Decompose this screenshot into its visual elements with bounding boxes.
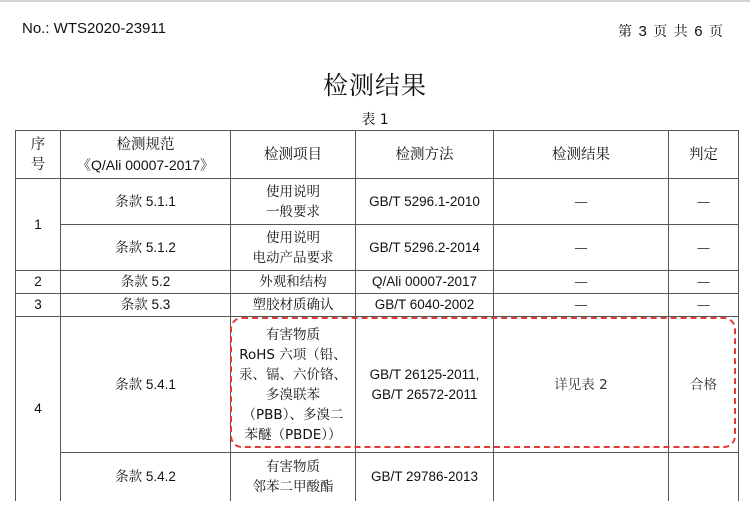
page-mid: 页 共 [653,24,689,40]
table-header-row [16,131,739,179]
cell-item: 塑胶材质确认 [231,294,356,317]
cell-seq: 2 [16,271,61,294]
table-row [16,271,739,294]
cell-item: 外观和结构 [231,271,356,294]
page-prefix: 第 [618,24,634,40]
top-divider [0,0,750,2]
cell-seq: 4 [16,317,61,501]
cell-judgment: — [669,179,739,225]
cell-result: — [494,179,669,225]
col-header-result: 检测结果 [494,131,669,179]
page-current: 3 [638,23,648,40]
cell-result: 详见表 2 [494,317,669,453]
page-title: 检测结果 [322,71,427,100]
cell-seq: 3 [16,294,61,317]
cell-method: GB/T 5296.1-2010 [356,179,494,225]
page-total: 6 [694,23,704,40]
table-caption: 表 1 [361,112,389,128]
cell-result: — [494,271,669,294]
cell-method: GB/T 26125-2011, GB/T 26572-2011 [356,317,494,453]
col-header-item: 检测项目 [231,131,356,179]
table-row [16,179,739,225]
cell-judgment: — [669,225,739,271]
page-indicator [618,21,724,41]
table-row [16,453,739,501]
cell-method: GB/T 6040-2002 [356,294,494,317]
cell-method: GB/T 5296.2-2014 [356,225,494,271]
cell-item: 有害物质 RoHS 六项（铅、 汞、镉、六价铬、 多溴联苯 （PBB）、多溴二 苯醚（PBDE）） [231,317,356,453]
table-row [16,317,739,453]
cell-seq: 1 [16,179,61,271]
cell-method: Q/Ali 00007-2017 [356,271,494,294]
cell-judgment: 合格 [669,317,739,453]
cell-result: — [494,294,669,317]
col-header-method: 检测方法 [356,131,494,179]
cell-clause: 条款 5.1.1 [61,179,231,225]
cell-judgment [669,453,739,501]
cell-judgment: — [669,271,739,294]
cell-item: 使用说明 一般要求 [231,179,356,225]
results-table [15,130,739,501]
cell-method: GB/T 29786-2013 [356,453,494,501]
cell-clause: 条款 5.4.1 [61,317,231,453]
cell-clause: 条款 5.3 [61,294,231,317]
cell-result: — [494,225,669,271]
col-header-seq: 序 号 [16,131,61,179]
col-header-spec: 检测规范 《Q/Ali 00007-2017》 [61,131,231,179]
cell-judgment: — [669,294,739,317]
cell-item: 使用说明 电动产品要求 [231,225,356,271]
report-number: No.: WTS2020-23911 [22,20,166,37]
page-suffix: 页 [709,24,724,40]
col-header-judgment: 判定 [669,131,739,179]
cell-result [494,453,669,501]
cell-clause: 条款 5.4.2 [61,453,231,501]
cell-clause: 条款 5.2 [61,271,231,294]
table-row [16,225,739,271]
cell-item: 有害物质 邻苯二甲酸酯 [231,453,356,501]
cell-clause: 条款 5.1.2 [61,225,231,271]
table-row [16,294,739,317]
